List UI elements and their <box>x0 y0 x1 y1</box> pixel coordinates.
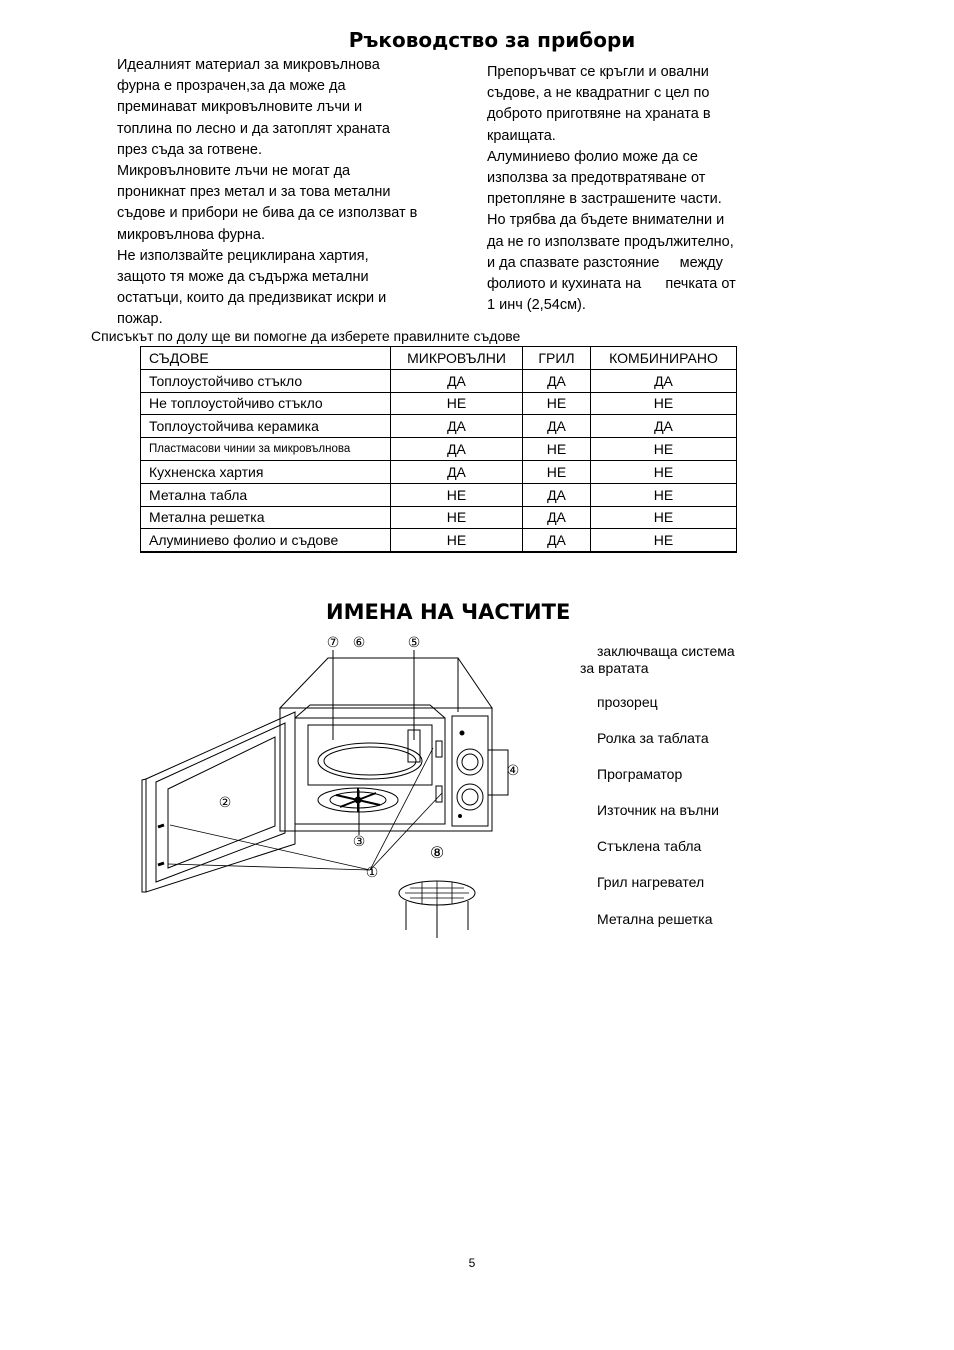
callout-1: ① <box>365 865 379 881</box>
leader-line <box>488 750 508 795</box>
table-cell: НЕ <box>391 506 523 529</box>
metal-rack-grid <box>405 881 469 905</box>
text-line: остатъци, които да предизвикат искри и <box>117 290 387 307</box>
callout-2: ② <box>218 795 232 811</box>
parts-title: ИМЕНА НА ЧАСТИТЕ <box>326 600 571 624</box>
table-cell: Топлоустойчива керамика <box>141 415 391 438</box>
header-cell: МИКРОВЪЛНИ <box>391 347 523 370</box>
table-cell: ДА <box>591 415 737 438</box>
header-cell: КОМБИНИРАНО <box>591 347 737 370</box>
text-line: и да спазвате разстояние между <box>487 254 723 271</box>
latch-hole-upper <box>436 741 442 757</box>
callout-5: ⑤ <box>407 635 421 651</box>
table-row <box>141 415 737 438</box>
text-line: претопляне в застрашените части. <box>487 191 722 208</box>
header-cell: ГРИЛ <box>523 347 591 370</box>
part-label-3: Ролка за таблата <box>597 730 709 746</box>
paragraph <box>117 246 467 331</box>
table-header-row <box>141 347 737 370</box>
part-label-2: прозорец <box>597 694 658 710</box>
table-cell: НЕ <box>591 506 737 529</box>
table-cell: НЕ <box>391 529 523 552</box>
text-line: защото тя може да съдържа метални <box>117 269 369 286</box>
text-line: проникнат през метал и за това метални <box>117 184 391 201</box>
table-cell: НЕ <box>591 529 737 552</box>
table-cell: НЕ <box>523 392 591 415</box>
table-cell: ДА <box>523 369 591 392</box>
page-number: 5 <box>468 1256 476 1270</box>
text-line: Идеалният материал за микровълнова <box>117 57 380 73</box>
table-cell: ДА <box>391 438 523 461</box>
text-line: доброто приготвяне на храната в <box>487 106 711 123</box>
part-label-8: Метална решетка <box>597 911 713 927</box>
part-label-6: Стъклена табла <box>597 838 702 854</box>
part-label-4: Програматор <box>597 766 683 782</box>
callout-3: ③ <box>352 834 366 850</box>
table-cell: НЕ <box>523 438 591 461</box>
table-cell: НЕ <box>523 460 591 483</box>
text-line: Микровълновите лъчи не могат да <box>117 163 351 180</box>
callout-6: ⑥ <box>352 635 366 651</box>
table-cell: ДА <box>523 529 591 552</box>
text-line: микровълнова фурна. <box>117 226 266 243</box>
utensils-table <box>140 346 737 553</box>
table-cell: НЕ <box>591 483 737 506</box>
table-cell: Не топлоустойчиво стъкло <box>141 392 391 415</box>
paragraph <box>487 62 807 147</box>
glass-tray-icon <box>318 743 422 779</box>
text-line: топлина по лесно и да затоплят храната <box>117 120 391 137</box>
text-line: използва за предотвратяване от <box>487 170 706 187</box>
callout-7: ⑦ <box>326 635 340 651</box>
table-cell: ДА <box>523 415 591 438</box>
table-row <box>141 506 737 529</box>
door-edge <box>142 779 146 892</box>
text-line: Препоръчват се кръгли и овални <box>487 64 709 80</box>
table-cell: НЕ <box>591 392 737 415</box>
text-line: съдове и прибори не бива да се използват в <box>117 205 418 222</box>
left-column-text <box>117 55 467 331</box>
text-line: да не го използвате продължително, <box>487 233 734 250</box>
text-line: 1 инч (2,54см). <box>487 297 586 314</box>
table-row <box>141 483 737 506</box>
table-cell: НЕ <box>391 483 523 506</box>
metal-rack-legs <box>406 901 468 938</box>
part-label-1-cont: за вратата <box>580 660 649 676</box>
table-cell: ДА <box>591 369 737 392</box>
callout-8: ⑧ <box>429 843 445 862</box>
text-line: Но трябва да бъдете внимателни и <box>487 212 725 229</box>
page-title: Ръководство за прибори <box>348 28 636 52</box>
table-row <box>141 392 737 415</box>
roller-hub <box>355 797 361 803</box>
text-line: краищата. <box>487 127 556 144</box>
table-cell: ДА <box>523 506 591 529</box>
table-row <box>141 369 737 392</box>
table-row <box>141 438 737 461</box>
part-label-7: Грил нагревател <box>597 874 705 890</box>
cabinet-back-edge <box>328 658 458 712</box>
indicator-dot <box>460 731 464 735</box>
table-cell: Пластмасови чинии за микровълнова <box>141 438 391 461</box>
paragraph <box>487 147 807 211</box>
right-column-text <box>487 62 807 316</box>
table-intro: Списъкът по долу ще ви помогне да изберете правилните съдове <box>91 328 521 344</box>
text-line: съдове, а не квадратниг с цел по <box>487 85 710 102</box>
part-label-1: заключваща система <box>597 643 735 659</box>
table-row <box>141 529 737 552</box>
text-line: фурна е прозрачен,за да може да <box>117 78 346 95</box>
table-cell: ДА <box>391 369 523 392</box>
glass-tray-inner <box>324 747 416 775</box>
table-cell: НЕ <box>591 460 737 483</box>
table-cell: ДА <box>391 415 523 438</box>
paragraph <box>117 55 467 161</box>
text-line: Алуминиево фолио може да се <box>487 148 698 165</box>
microwave-diagram <box>130 630 530 950</box>
text-line: през съда за готвене. <box>117 141 263 158</box>
table-cell: ДА <box>391 460 523 483</box>
cabinet-top <box>280 658 492 708</box>
text-line: фолиото и кухината на печката от <box>487 276 736 293</box>
oven-cavity <box>295 718 445 824</box>
header-cell: СЪДОВЕ <box>141 347 391 370</box>
table-cell: Метална табла <box>141 483 391 506</box>
indicator-dot <box>459 815 462 818</box>
text-line: преминават микровълновите лъчи и <box>117 99 363 116</box>
callout-4: ④ <box>506 763 520 779</box>
cavity-ceiling <box>295 705 445 718</box>
table-cell: НЕ <box>391 392 523 415</box>
cavity-back-wall <box>308 725 432 785</box>
table-cell: Алуминиево фолио и съдове <box>141 529 391 552</box>
text-line: Не използвайте рециклирана хартия, <box>117 247 369 264</box>
text-line: пожар. <box>117 311 163 328</box>
paragraph <box>487 210 807 316</box>
table-cell: ДА <box>523 483 591 506</box>
door-latch-icon <box>158 825 164 865</box>
power-knob-center <box>462 789 478 805</box>
part-label-5: Източник на вълни <box>597 802 719 818</box>
table-cell: Топлоустойчиво стъкло <box>141 369 391 392</box>
cabinet-front <box>280 708 492 831</box>
table-cell: Кухненска хартия <box>141 460 391 483</box>
table-cell: Метална решетка <box>141 506 391 529</box>
timer-knob-center <box>462 754 478 770</box>
paragraph <box>117 161 467 246</box>
power-knob-icon <box>457 784 483 810</box>
timer-knob-icon <box>457 749 483 775</box>
table-cell: НЕ <box>591 438 737 461</box>
table-row <box>141 460 737 483</box>
